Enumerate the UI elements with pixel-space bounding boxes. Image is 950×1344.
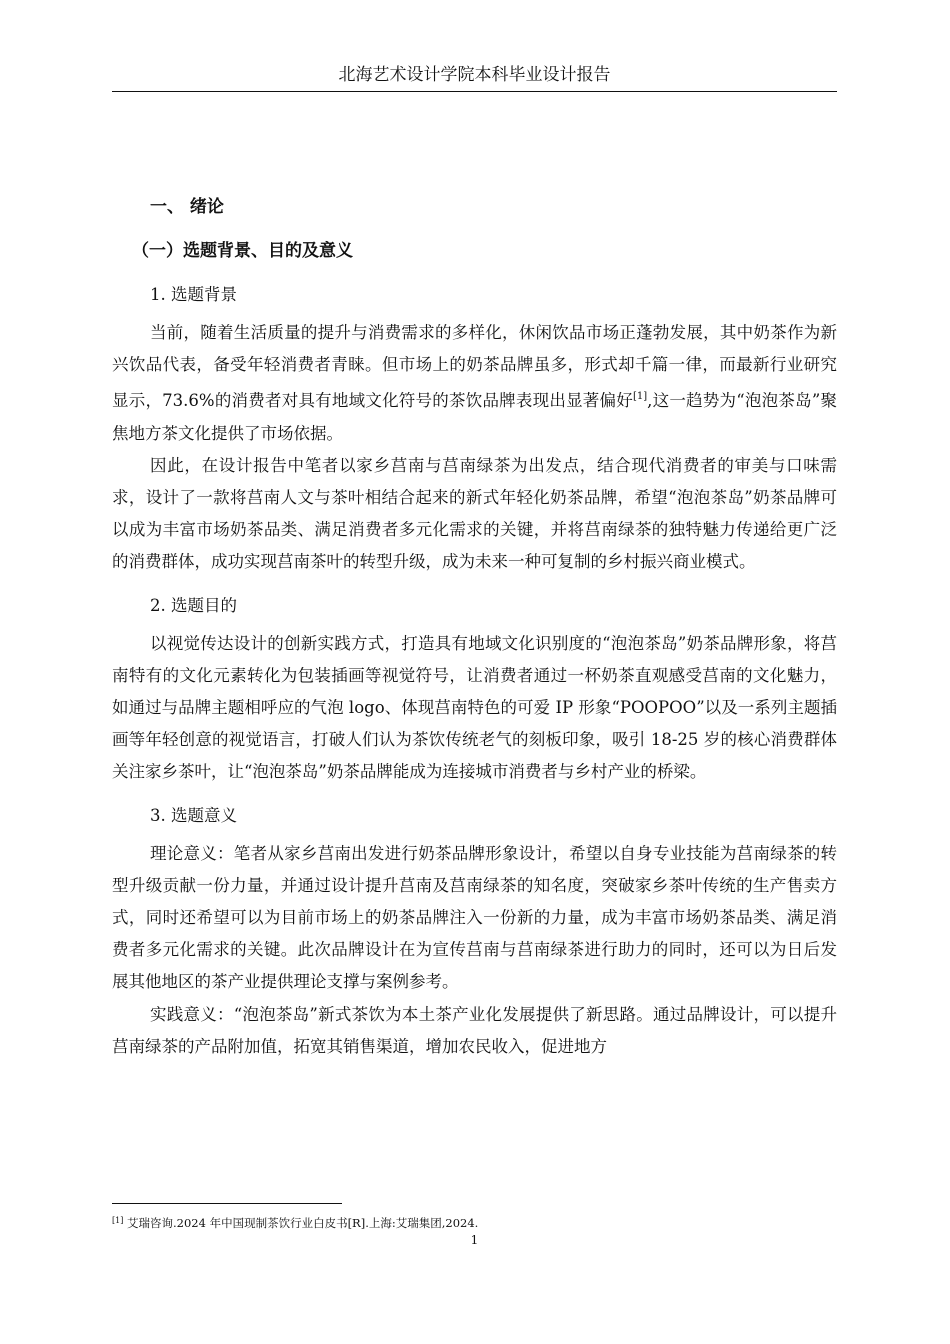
footnote <box>112 1213 837 1231</box>
background-heading: 1. 选题背景 <box>150 285 237 304</box>
practical-significance-paragraph: 实践意义：“泡泡茶岛”新式茶饮为本土茶产业化发展提供了新思路。通过品牌设计，可以提升莒南绿茶的产品附加值，拓宽其销售渠道，增加农民收入，促进地方 <box>112 1004 837 1056</box>
background-paragraph-1-text-a: 当前，随着生活质量的提升与消费需求的多样化，休闲饮品市场正蓬勃发展，其中奶茶作为新兴饮品代表，备受年轻消费者青睐。但市场上的奶茶品牌虽多，形式却千篇一律，而最新行业研究显示，73.6%的消费者对具有地域文化符号的茶饮品牌表现出显著偏好 <box>112 323 837 411</box>
background-paragraph-2: 因此，在设计报告中笔者以家乡莒南与莒南绿茶为出发点，结合现代消费者的审美与口味需求，设计了一款将莒南人文与茶叶相结合起来的新式年轻化奶茶品牌，希望“泡泡茶岛”奶茶品牌可以成为丰富市场奶茶品类、满足消费者多元化需求的关键，并将莒南绿茶的独特魅力传递给更广泛的消费群体，成功实现莒南茶叶的转型升级，成为未来一种可复制的乡村振兴商业模式。 <box>112 455 837 572</box>
citation-reference: [1] <box>632 391 648 403</box>
report-body <box>112 190 837 1063</box>
footnote-rule <box>112 1203 342 1204</box>
purpose-paragraph: 以视觉传达设计的创新实践方式，打造具有地域文化识别度的“泡泡茶岛”奶茶品牌形象，将莒南特有的文化元素转化为包装插画等视觉符号，让消费者通过一杯奶茶直观感受莒南的文化魅力，如通过与品牌主题相呼应的气泡 logo、体现莒南特色的可爱 IP 形象“POOPOO”以及一系列主题插画等年轻创意的视觉语言，打破人们认为茶饮传统老气的刻板印象，吸引 18-25 岁的核心消费群体关注家乡茶叶，让“泡泡茶岛”奶茶品牌能成为连接城市消费者与乡村产业的桥梁。 <box>112 633 837 782</box>
section-heading: 一、 绪论 <box>150 197 224 217</box>
footnote-mark: [1] <box>112 1216 124 1225</box>
subsection-heading: （一）选题背景、目的及意义 <box>132 241 353 261</box>
header-rule <box>112 91 837 92</box>
background-paragraph-1-text-b: ,这一趋势为“泡泡茶岛”聚焦地方茶文化提供了市场依据。 <box>112 391 837 443</box>
page-header: 北海艺术设计学院本科毕业设计报告 <box>338 65 611 85</box>
significance-heading: 3. 选题意义 <box>150 805 237 825</box>
background-paragraph-1 <box>112 317 837 450</box>
theoretical-significance-paragraph: 理论意义：笔者从家乡莒南出发进行奶茶品牌形象设计，希望以自身专业技能为莒南绿茶的转型升级贡献一份力量，并通过设计提升莒南及莒南绿茶的知名度，突破家乡茶叶传统的生产售卖方式，同时还希望可以为目前市场上的奶茶品牌注入一份新的力量，成为丰富市场奶茶品类、满足消费者多元化需求的关键。此次品牌设计在为宣传莒南与莒南绿茶进行助力的同时，还可以为日后发展其他地区的茶产业提供理论支撑与案例参考。 <box>112 843 837 992</box>
page-number: 1 <box>470 1233 479 1247</box>
footnote-text: 艾瑞咨询.2024 年中国现制茶饮行业白皮书[R].上海:艾瑞集团,2024. <box>123 1216 479 1230</box>
purpose-heading: 2. 选题目的 <box>150 595 237 615</box>
